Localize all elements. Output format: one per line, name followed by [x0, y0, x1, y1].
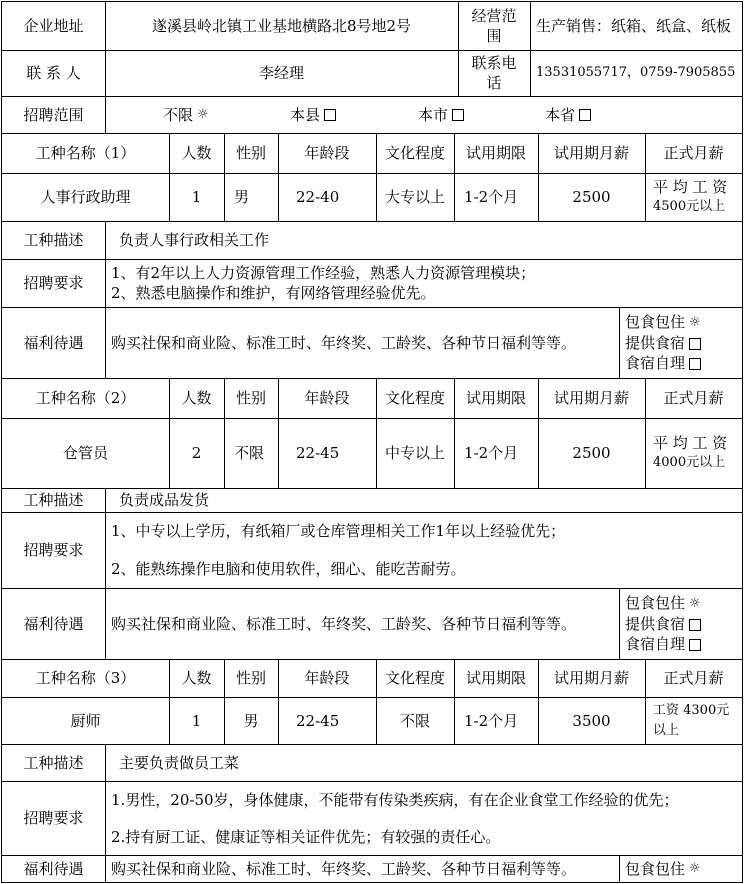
- grid-line: [538, 659, 539, 744]
- grid-line: [105, 96, 106, 133]
- job-salary: [645, 697, 742, 744]
- header-people: 人数: [181, 144, 212, 162]
- salary-line: 4500元以上: [653, 199, 726, 214]
- grid-line: [1, 378, 743, 379]
- grid-line: [619, 588, 620, 659]
- grid-line: [105, 744, 106, 882]
- welfare-option-0[interactable]: [619, 855, 742, 882]
- grid-line: [278, 378, 279, 488]
- scope-value: 生产销售：纸箱、纸盒、纸板: [536, 17, 732, 35]
- welfare-option-label: 提供食宿: [625, 334, 686, 352]
- grid-line: [278, 659, 279, 744]
- welfare-option-label: 包食包住: [625, 313, 686, 331]
- job-education: 大专以上: [384, 188, 445, 206]
- grid-line: [1, 173, 743, 174]
- job-header: 工种名称（3）: [35, 669, 136, 687]
- desc-label: 工种描述: [23, 753, 84, 772]
- job-welfare: 购买社保和商业险、标准工时、年终奖、工龄奖、各种节日福利等等。: [111, 614, 577, 633]
- job-salary: [645, 173, 742, 221]
- grid-line: [458, 1, 459, 96]
- grid-line: [376, 378, 377, 488]
- req-line: 2.持有厨工证、健康证等相关证件优先；有较强的责任心。: [111, 827, 501, 846]
- header-salary: 正式月薪: [663, 389, 724, 407]
- req-line: 1.男性，20-50岁，身体健康，不能带有传染类疾病，有在企业食堂工作经验的优先；: [111, 790, 679, 809]
- grid-line: [1, 221, 743, 222]
- header-education: 文化程度: [384, 144, 445, 162]
- header-trial-salary: 试用期月薪: [553, 669, 629, 687]
- sun-icon: ☼: [689, 315, 701, 330]
- job-age: 22-45: [296, 711, 340, 730]
- req-line: 2、熟悉电脑操作和维护，有网络管理经验优先。: [111, 284, 436, 302]
- welfare-option-2[interactable]: [625, 353, 742, 373]
- job-education: 不限: [399, 711, 430, 730]
- job-req: [105, 512, 742, 588]
- job-people: 1: [191, 188, 202, 206]
- job-trial-salary: 2500: [572, 188, 611, 206]
- salary-line: 平 均 工 资: [653, 178, 728, 196]
- checkbox-icon: [689, 358, 701, 370]
- grid-line: [376, 659, 377, 744]
- salary-line: 以上: [653, 722, 680, 738]
- grid-line: [1, 512, 743, 513]
- header-education: 文化程度: [384, 389, 445, 407]
- range-option-3[interactable]: [545, 96, 635, 133]
- grid-line: [1, 418, 743, 419]
- sun-icon: ☼: [689, 596, 701, 611]
- range-option-0[interactable]: [163, 96, 253, 133]
- job-people: 2: [191, 444, 202, 462]
- welfare-option-2[interactable]: [625, 634, 742, 654]
- desc-label: 工种描述: [23, 231, 84, 249]
- grid-line: [1, 697, 743, 698]
- welfare-label: 福利待遇: [23, 859, 84, 878]
- welfare-option-label: 食宿自理: [625, 354, 686, 372]
- grid-line: [1, 488, 743, 489]
- grid-line: [645, 378, 646, 488]
- req-line: 2、能熟练操作电脑和使用软件，细心、能吃苦耐劳。: [111, 560, 466, 578]
- header-gender: 性别: [235, 389, 266, 407]
- header-gender: 性别: [235, 669, 266, 687]
- grid-line: [105, 1, 106, 96]
- job-desc: 主要负责做员工菜: [119, 753, 240, 772]
- job-age: 22-45: [296, 444, 340, 462]
- grid-line: [105, 488, 106, 659]
- grid-line: [376, 133, 377, 221]
- grid-line: [169, 659, 170, 744]
- grid-line: [224, 378, 225, 488]
- welfare-option-0[interactable]: [625, 593, 742, 614]
- address-value: 遂溪县岭北镇工业基地横路北8号地2号: [151, 17, 412, 35]
- job-education: 中专以上: [384, 444, 445, 462]
- grid-line: [1, 1, 2, 883]
- grid-line: [1, 259, 743, 260]
- grid-line: [1, 588, 743, 589]
- address-label: 企业地址: [23, 17, 84, 35]
- req-label: 招聘要求: [23, 274, 84, 292]
- grid-line: [454, 378, 455, 488]
- grid-line: [278, 133, 279, 221]
- phone-value: 13531055717，0759-7905855: [536, 65, 736, 80]
- job-header: 工种名称（1）: [35, 144, 136, 162]
- grid-line: [1, 855, 743, 856]
- job-trial-period: 1-2个月: [464, 711, 519, 730]
- grid-line: [1, 744, 743, 745]
- salary-line: 工资 4300元: [653, 702, 730, 718]
- sun-icon: ☼: [689, 860, 701, 876]
- range-option-2[interactable]: [418, 96, 508, 133]
- header-salary: 正式月薪: [663, 144, 724, 162]
- job-people: 1: [191, 711, 202, 730]
- grid-line: [538, 133, 539, 221]
- welfare-option-0[interactable]: [625, 312, 742, 333]
- range-label: 招聘范围: [23, 105, 84, 124]
- job-desc: 负责人事行政相关工作: [119, 231, 270, 249]
- job-trial-period: 1-2个月: [464, 188, 519, 206]
- job-req: [105, 781, 742, 855]
- grid-line: [645, 133, 646, 221]
- job-gender: 不限: [234, 444, 265, 462]
- req-line: 1、中专以上学历，有纸箱厂或仓库管理相关工作1年以上经验优先；: [111, 522, 566, 540]
- checkbox-icon: [324, 109, 336, 121]
- grid-line: [105, 221, 106, 378]
- req-label: 招聘要求: [23, 809, 84, 827]
- job-name: 人事行政助理: [40, 188, 131, 206]
- welfare-option-label: 包食包住: [625, 594, 686, 612]
- sun-icon: ☼: [197, 106, 209, 122]
- job-req: [105, 259, 742, 307]
- grid-line: [1, 96, 743, 97]
- grid-line: [742, 1, 743, 883]
- welfare-option-label: 提供食宿: [625, 615, 686, 633]
- header-gender: 性别: [235, 144, 266, 162]
- grid-line: [1, 307, 743, 308]
- grid-line: [1, 133, 743, 134]
- range-option-label: 不限: [163, 105, 194, 124]
- header-age: 年龄段: [304, 669, 350, 687]
- grid-line: [1, 50, 743, 51]
- phone-label: 联系电话: [471, 54, 517, 92]
- header-age: 年龄段: [304, 389, 350, 407]
- welfare-label: 福利待遇: [23, 614, 84, 633]
- checkbox-icon: [579, 109, 591, 121]
- grid-line: [169, 133, 170, 221]
- grid-line: [224, 133, 225, 221]
- contact-value: 李经理: [258, 64, 304, 82]
- header-trial-salary: 试用期月薪: [553, 144, 629, 162]
- job-salary: [645, 418, 742, 488]
- header-people: 人数: [181, 669, 212, 687]
- range-option-label: 本县: [290, 105, 321, 124]
- req-label: 招聘要求: [23, 541, 84, 559]
- grid-line: [530, 1, 531, 96]
- job-welfare: 购买社保和商业险、标准工时、年终奖、工龄奖、各种节日福利等等。: [111, 333, 577, 352]
- grid-line: [619, 855, 620, 882]
- job-header: 工种名称（2）: [35, 389, 136, 407]
- salary-line: 平 均 工 资: [653, 434, 728, 452]
- range-option-label: 本市: [418, 105, 449, 124]
- grid-line: [645, 659, 646, 744]
- header-age: 年龄段: [304, 144, 350, 162]
- header-trial-period: 试用期限: [465, 389, 526, 407]
- job-trial-salary: 2500: [572, 444, 611, 462]
- grid-line: [1, 1, 743, 2]
- grid-line: [169, 378, 170, 488]
- header-trial-period: 试用期限: [465, 144, 526, 162]
- header-people: 人数: [181, 389, 212, 407]
- welfare-option-1[interactable]: [625, 333, 742, 353]
- grid-line: [224, 659, 225, 744]
- job-name: 厨师: [70, 711, 101, 730]
- job-gender: 男: [243, 711, 259, 730]
- range-option-1[interactable]: [290, 96, 380, 133]
- job-age: 22-40: [296, 188, 340, 206]
- header-trial-salary: 试用期月薪: [553, 389, 629, 407]
- grid-line: [619, 307, 620, 378]
- checkbox-icon: [452, 109, 464, 121]
- welfare-label: 福利待遇: [23, 333, 84, 352]
- desc-label: 工种描述: [23, 491, 84, 509]
- checkbox-icon: [689, 639, 701, 651]
- welfare-options: [619, 307, 742, 378]
- grid-line: [1, 882, 743, 883]
- header-salary: 正式月薪: [663, 669, 724, 687]
- job-welfare: 购买社保和商业险、标准工时、年终奖、工龄奖、各种节日福利等等。: [111, 859, 577, 878]
- checkbox-icon: [689, 619, 701, 631]
- grid-line: [454, 133, 455, 221]
- req-line: 1、有2年以上人力资源管理工作经验，熟悉人力资源管理模块；: [111, 264, 536, 282]
- welfare-option-1[interactable]: [625, 614, 742, 634]
- grid-line: [1, 659, 743, 660]
- job-trial-period: 1-2个月: [464, 444, 519, 462]
- salary-line: 4000元以上: [653, 455, 726, 470]
- welfare-options: [619, 588, 742, 659]
- job-desc: 负责成品发货: [119, 491, 210, 509]
- welfare-option-label: 食宿自理: [625, 635, 686, 653]
- welfare-option-label: 包食包住: [625, 859, 686, 878]
- header-trial-period: 试用期限: [465, 669, 526, 687]
- checkbox-icon: [689, 338, 701, 350]
- header-education: 文化程度: [384, 669, 445, 687]
- grid-line: [454, 659, 455, 744]
- job-name: 仓管员: [62, 444, 108, 462]
- scope-label: 经营范围: [471, 7, 517, 45]
- grid-line: [1, 781, 743, 782]
- contact-label: 联 系 人: [26, 64, 81, 82]
- job-trial-salary: 3500: [572, 711, 611, 730]
- grid-line: [538, 378, 539, 488]
- job-gender: 男: [234, 188, 250, 206]
- range-option-label: 本省: [545, 105, 576, 124]
